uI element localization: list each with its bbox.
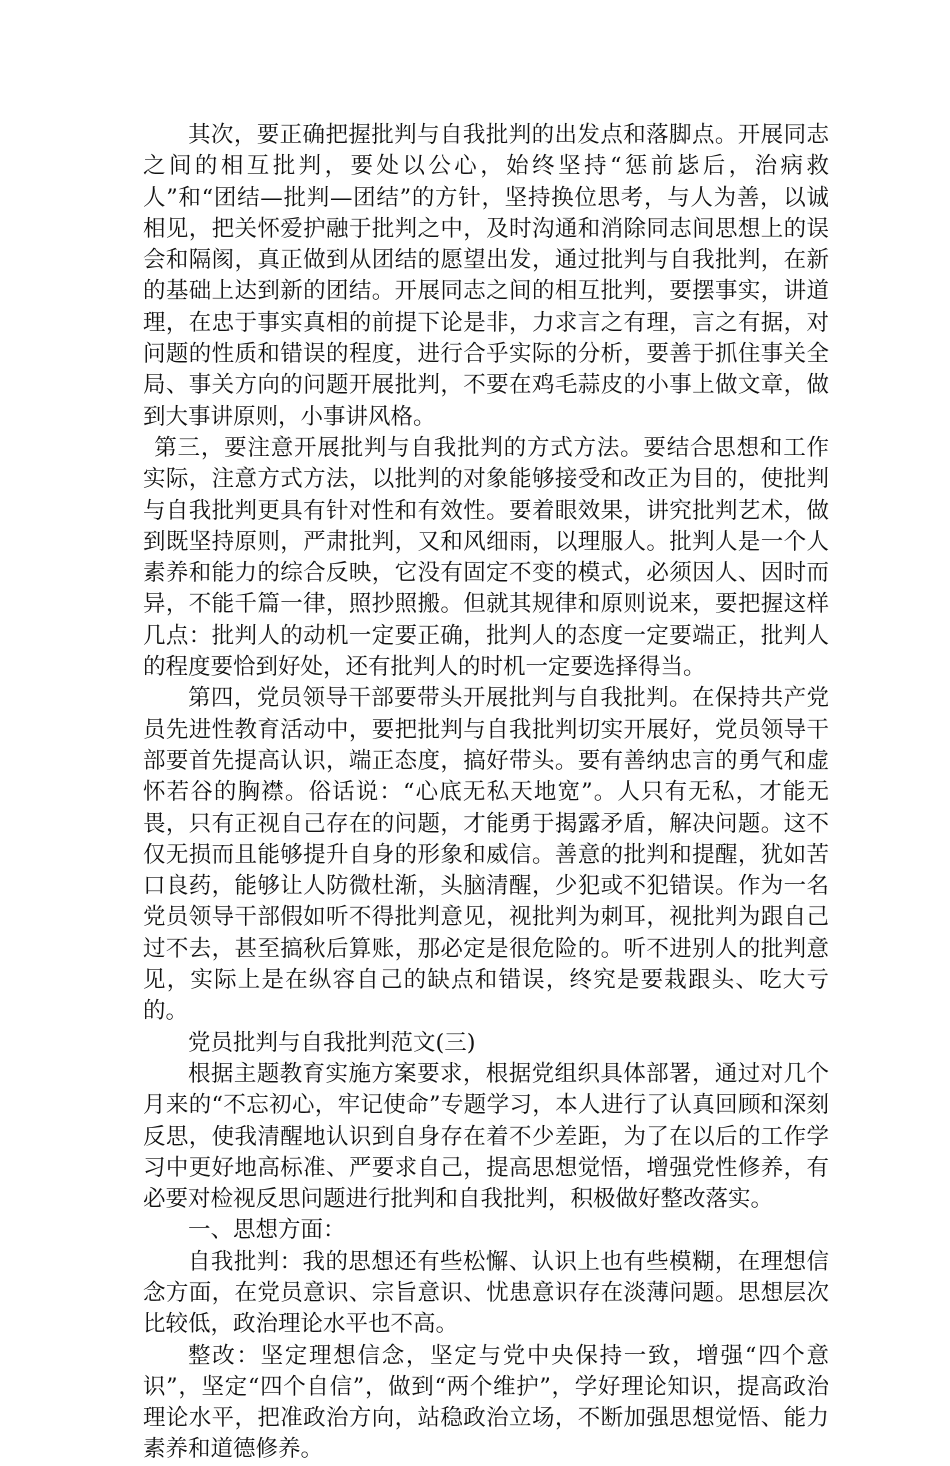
subheading-thought: 一、思想方面： [188, 1217, 346, 1244]
paragraph-intro: 根据主题教育实施方案要求，根据党组织具体部署，通过对几个月来的“不忘初心，牢记使命”专题学习，本人进行了认真回顾和深刻反思，使我清醒地认识到自身存在着不少差距，为了在以后的工作学习中更好地高标准、严要求自己，提高思想觉悟，增强党性修养，有必要对检视反思问题进行批判和自我批判，积极做好整改落实。 [143, 1060, 829, 1213]
paragraph-second-point: 其次，要正确把握批判与自我批判的出发点和落脚点。开展同志之间的相互批判，要处以公心，始终坚持“惩前毖后，治病救人”和“团结—批判—团结”的方针，坚持换位思考，与人为善，以诚相见，把关怀爱护融于批判之中，及时沟通和消除同志间思想上的误会和隔阂，真正做到从团结的愿望出发，通过批判与自我批判，在新的基础上达到新的团结。开展同志之间的相互批判，要摆事实，讲道理，在忠于事实真相的前提下论是非，力求言之有理，言之有据，对问题的性质和错误的程度，进行合乎实际的分析，要善于抓住事关全局、事关方向的问题开展批判，不要在鸡毛蒜皮的小事上做文章，做到大事讲原则，小事讲风格。 [143, 122, 829, 430]
paragraph-rectification: 整改：坚定理想信念，坚定与党中央保持一致，增强“四个意识”，坚定“四个自信”，做到“两个维护”，学好理论知识，提高政治理论水平，把准政治方向，站稳政治立场，不断加强思想觉悟、能力素养和道德修养。 [143, 1342, 829, 1463]
document-body [143, 120, 829, 1466]
paragraph-third-point: 第三，要注意开展批判与自我批判的方式方法。要结合思想和工作实际，注意方式方法，以批判的对象能够接受和改正为目的，使批判与自我批判更具有针对性和有效性。要着眼效果，讲究批判艺术，做到既坚持原则，严肃批判，又和风细雨，以理服人。批判人是一个人素养和能力的综合反映，它没有固定不变的模式，必须因人、因时而异，不能千篇一律，照抄照搬。但就其规律和原则说来，要把握这样几点：批判人的动机一定要正确，批判人的态度一定要端正，批判人的程度要恰到好处，还有批判人的时机一定要选择得当。 [143, 434, 829, 681]
paragraph-fourth-point: 第四，党员领导干部要带头开展批判与自我批判。在保持共产党员先进性教育活动中，要把批判与自我批判切实开展好，党员领导干部要首先提高认识，端正态度，搞好带头。要有善纳忠言的勇气和虚怀若谷的胸襟。俗话说：“心底无私天地宽”。人只有无私，才能无畏，只有正视自己存在的问题，才能勇于揭露矛盾，解决问题。这不仅无损而且能够提升自身的形象和威信。善意的批判和提醒，犹如苦口良药，能够让人防微杜渐，头脑清醒，少犯或不犯错误。作为一名党员领导干部假如听不得批判意见，视批判为刺耳，视批判为跟自己过不去，甚至搞秋后算账，那必定是很危险的。听不进别人的批判意见，实际上是在纵容自己的缺点和错误，终究是要栽跟头、吃大亏的。 [143, 685, 829, 1025]
section-heading-sample-three: 党员批判与自我批判范文(三) [188, 1029, 476, 1056]
paragraph-self-criticism: 自我批判：我的思想还有些松懈、认识上也有些模糊，在理想信念方面，在党员意识、宗旨意识、忧患意识存在淡薄问题。思想层次比较低，政治理论水平也不高。 [143, 1248, 829, 1338]
